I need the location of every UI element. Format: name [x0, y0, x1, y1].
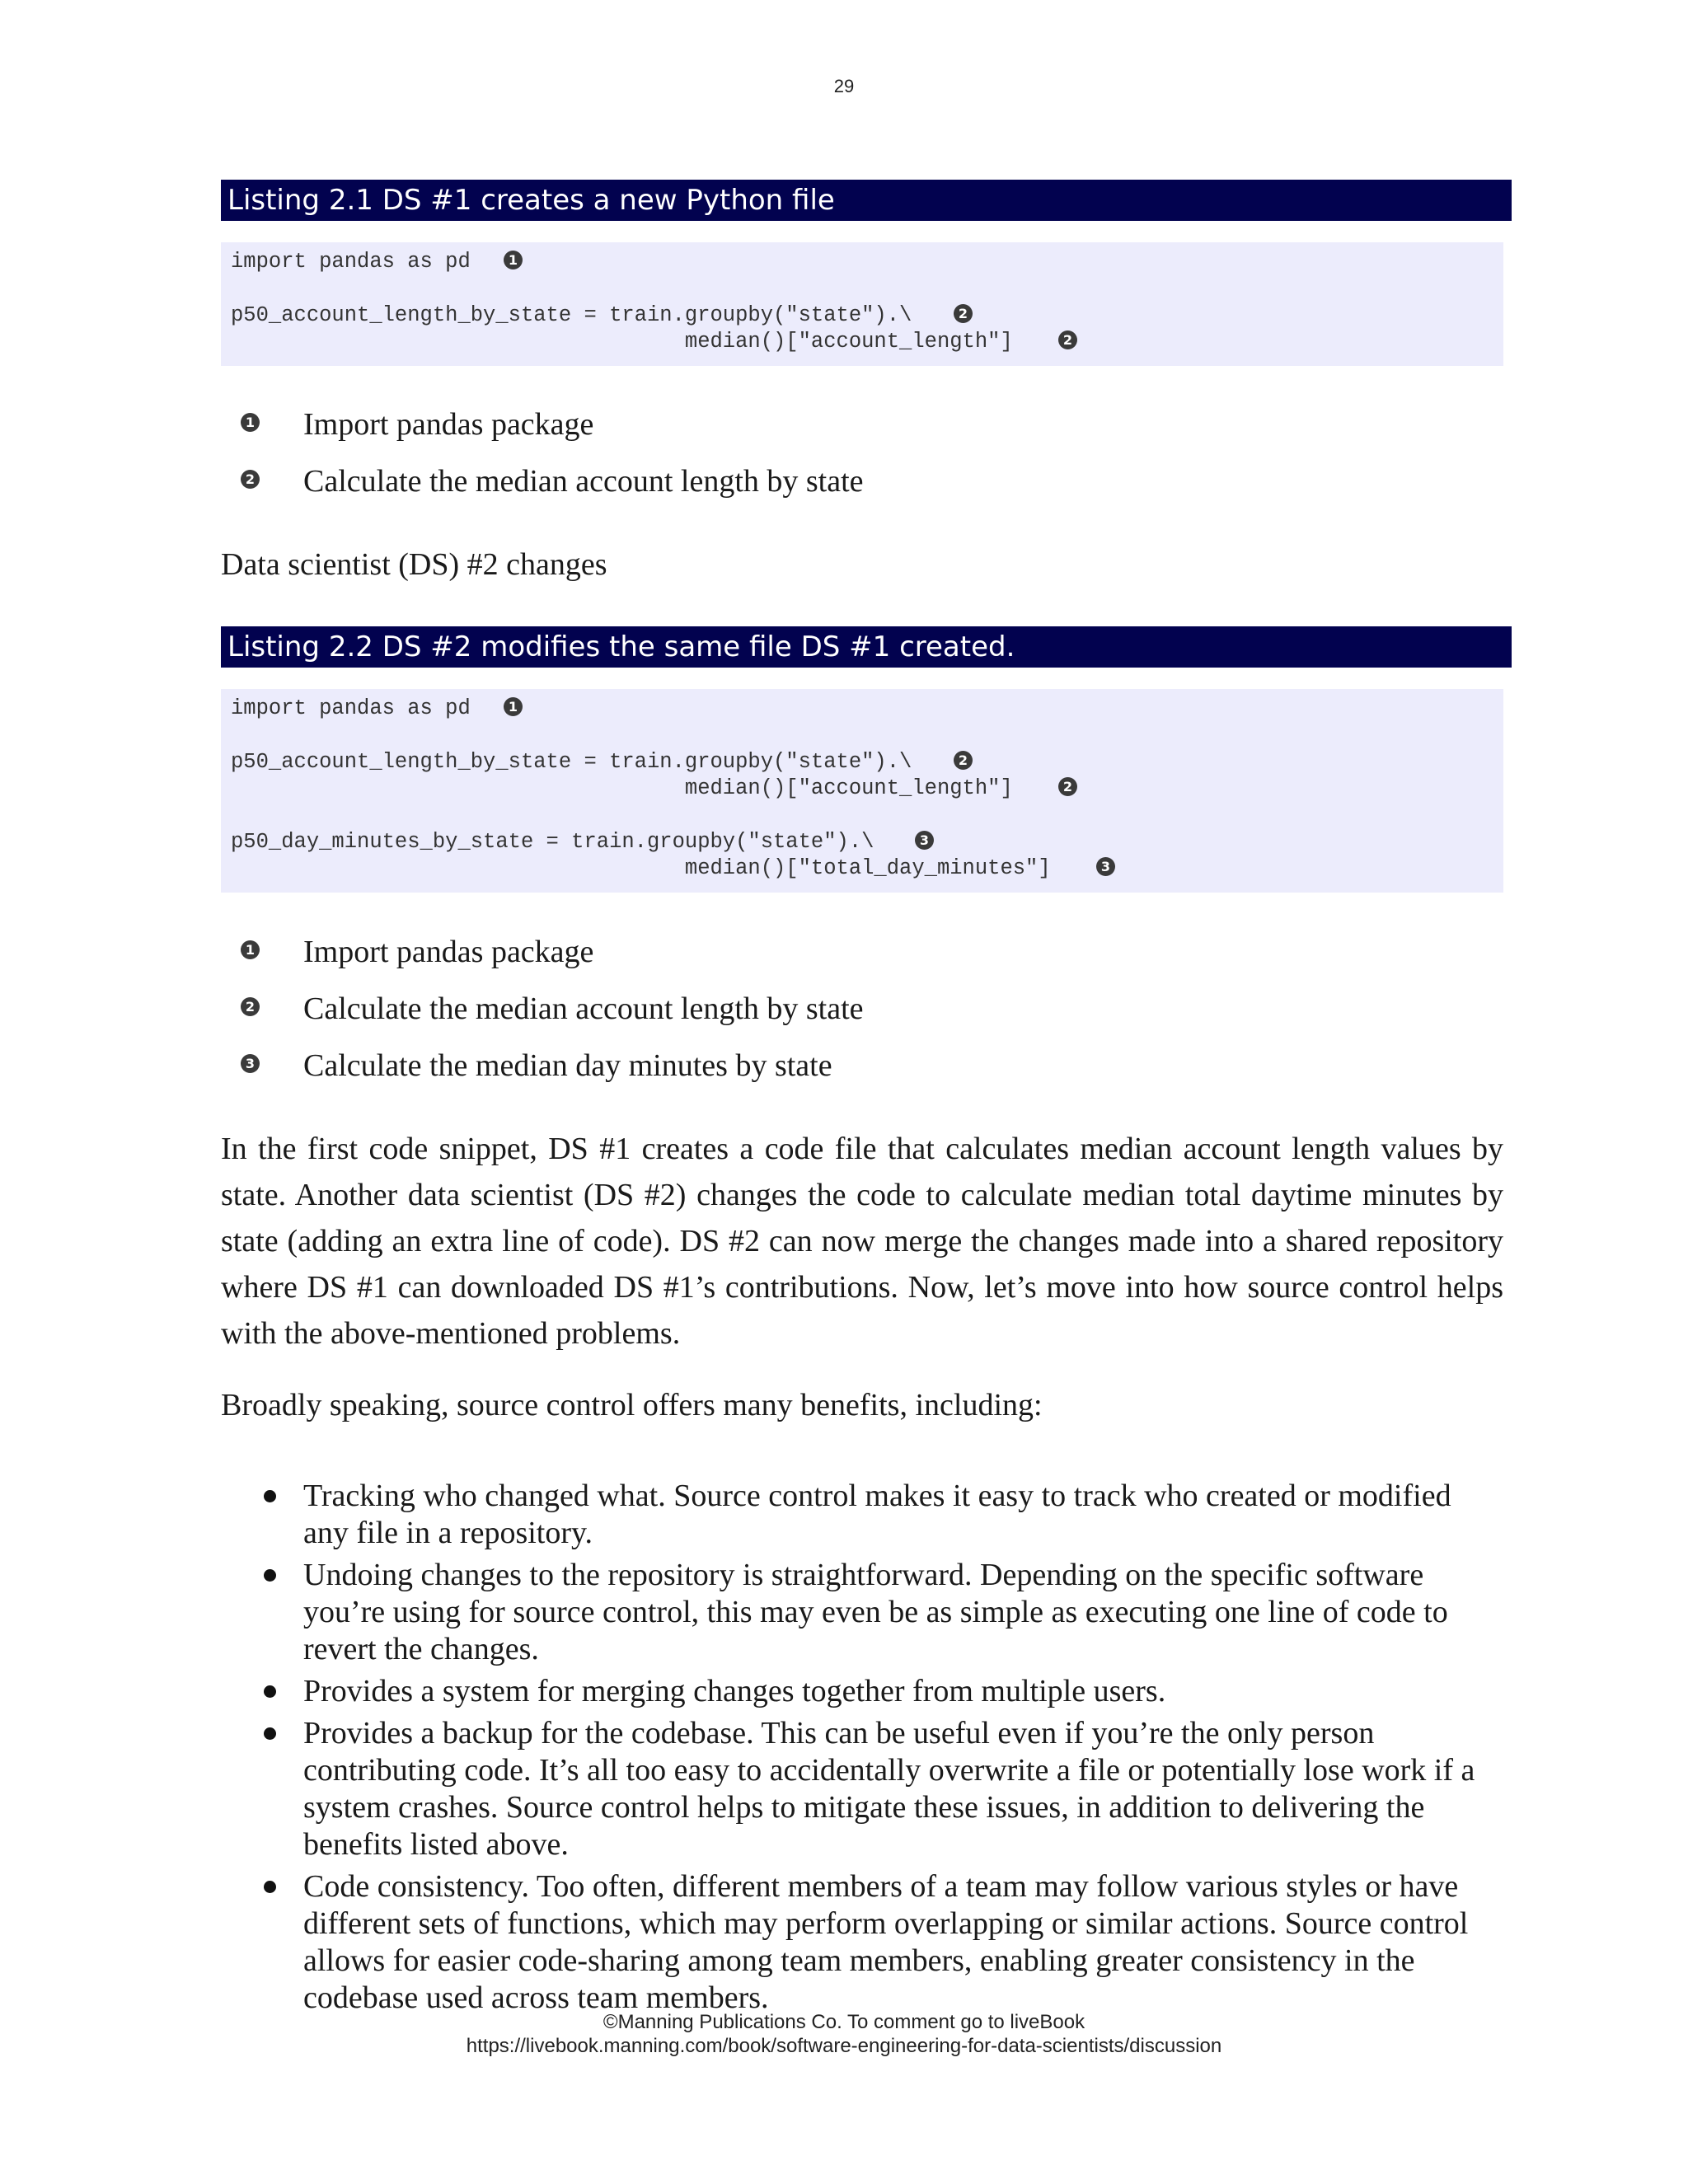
- listing-2-1-annotation: [241, 461, 1395, 502]
- bullet-icon: [264, 1490, 276, 1502]
- list-item-text: Undoing changes to the repository is straightforward. Depending on the specific software you’re using for source control, this may even be as simple as executing one line of code to revert the changes.: [303, 1558, 1448, 1666]
- bullet-icon: [264, 1685, 276, 1698]
- code-line: p50_account_length_by_state = train.groupby("state").\: [231, 303, 912, 327]
- annotation-marker: 1: [241, 413, 260, 432]
- annotation-marker: 2: [241, 470, 260, 489]
- code-line: p50_account_length_by_state = train.groupby("state").\: [231, 750, 912, 774]
- annotation-text: Calculate the median day minutes by state: [303, 1048, 832, 1083]
- annotation-text: Import pandas package: [303, 935, 594, 969]
- code-line: median()["account_length"]: [231, 776, 1013, 800]
- code-marker-2: 2: [954, 304, 973, 323]
- body-paragraph-intro: Broadly speaking, source control offers many benefits, including:: [221, 1388, 1043, 1422]
- annotation-text: Calculate the median account length by state: [303, 991, 864, 1026]
- annotation-marker: 1: [241, 940, 260, 959]
- code-line: median()["account_length"]: [231, 330, 1013, 354]
- footer-copyright: ©Manning Publications Co. To comment go to liveBook: [603, 2011, 1085, 2033]
- code-line: import pandas as pd: [231, 250, 471, 274]
- code-marker-1: 1: [504, 697, 523, 716]
- listing-2-1-annotation: [241, 404, 1395, 445]
- listing-2-1-code-block: [221, 242, 1503, 366]
- list-item-text: Provides a backup for the codebase. This can be useful even if you’re the only person contributing code. It’s all too easy to accidentally overwrite a file or potentially lose work if a system crashes. Source control helps to mitigate these issues, in addition to delivering the benefits listed above.: [303, 1716, 1475, 1862]
- interlude-text: Data scientist (DS) #2 changes: [221, 547, 607, 582]
- bullet-icon: [264, 1881, 276, 1893]
- code-line: median()["total_day_minutes"]: [231, 856, 1051, 880]
- list-item-text: Tracking who changed what. Source control makes it easy to track who created or modified any file in a repository.: [303, 1479, 1451, 1550]
- list-item: [221, 1868, 1503, 2017]
- listing-2-2-annotation: [241, 988, 1395, 1029]
- list-item-text: Code consistency. Too often, different members of a team may follow various styles or have different sets of functions, which may perform overlapping or similar actions. Source control allows for easier code-sharing among team members, enabling greater consistency in the codebase used across team members.: [303, 1869, 1469, 2015]
- listing-2-1-title: Listing 2.1 DS #1 creates a new Python file: [221, 180, 1512, 221]
- annotation-text: Import pandas package: [303, 407, 594, 442]
- page-number: 29: [833, 76, 855, 96]
- code-line: import pandas as pd: [231, 696, 471, 720]
- footer-url: https://livebook.manning.com/book/software-engineering-for-data-scientists/discussion: [466, 2035, 1222, 2057]
- code-marker-2: 2: [1058, 330, 1077, 349]
- list-item: [221, 1715, 1503, 1863]
- annotation-marker: 3: [241, 1054, 260, 1073]
- listing-2-2-annotation: [241, 1045, 1395, 1086]
- code-marker-2: 2: [1058, 777, 1077, 796]
- list-item-text: Provides a system for merging changes together from multiple users.: [303, 1674, 1166, 1708]
- list-item: [221, 1478, 1503, 1552]
- list-item: [221, 1673, 1503, 1710]
- benefits-list: [221, 1478, 1503, 2022]
- code-marker-1: 1: [504, 251, 523, 269]
- bullet-icon: [264, 1727, 276, 1740]
- code-line: p50_day_minutes_by_state = train.groupby("state").\: [231, 830, 874, 854]
- code-marker-3: 3: [1096, 857, 1115, 876]
- bullet-icon: [264, 1569, 276, 1582]
- code-marker-3: 3: [915, 831, 934, 850]
- annotation-marker: 2: [241, 997, 260, 1016]
- listing-2-2-annotation: [241, 931, 1395, 972]
- listing-2-2-code-block: [221, 689, 1503, 893]
- code-marker-2: 2: [954, 751, 973, 770]
- annotation-text: Calculate the median account length by state: [303, 464, 864, 499]
- list-item: [221, 1557, 1503, 1668]
- listing-2-2-title: Listing 2.2 DS #2 modifies the same file DS #1 created.: [221, 626, 1512, 668]
- body-paragraph: In the first code snippet, DS #1 creates a code file that calculates median account length values by state. Another data scientist (DS #2) changes the code to calculate median total daytime minutes by state (adding an extra line of code). DS #2 can now merge the changes made into a shared repository where DS #1 can downloaded DS #1’s contributions. Now, let’s move into how source control helps with the above-mentioned problems.: [221, 1132, 1503, 1351]
